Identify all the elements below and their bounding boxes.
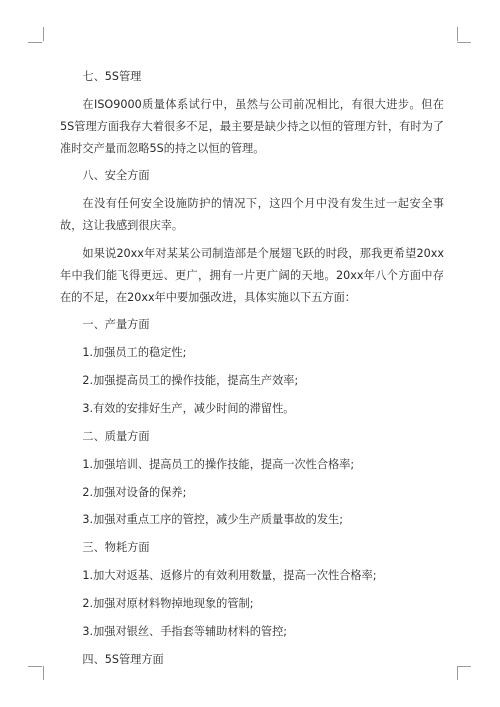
list-item: 1.加大对返基、返修片的有效利用数量，提高一次性合格率;: [82, 569, 377, 583]
document-body: [60, 66, 444, 670]
list-item: 2.加强对原材料物掉地现象的管制;: [82, 596, 254, 610]
paragraph-safety: 在没有任何安全设施防护的情况下，这四个月中没有发生过一起安全事故，这让我感到很庆幸。: [60, 197, 444, 233]
list-item: 3.加强对重点工序的管控，减少生产质量事故的发生;: [82, 513, 343, 527]
list-item: 1.加强员工的稳定性;: [82, 346, 187, 360]
section-heading-safety: 八、安全方面: [82, 169, 150, 183]
paragraph-outlook: 如果说20xx年对某某公司制造部是个展翅飞跃的时段，那我更希望20xx年中我们能飞得更远、更广，拥有一片更广阔的天地。20xx年八个方面中存在的不足，在20xx年中要加强改进，具体实施以下五方面：: [60, 246, 444, 304]
list-item: 3.加强对银丝、手指套等辅助材料的管控;: [82, 624, 288, 638]
list-item: 1.加强培训、提高员工的操作技能，提高一次性合格率;: [82, 457, 355, 471]
list-item: 2.加强对设备的保养;: [82, 485, 187, 499]
section-heading-5s: 七、5S管理: [82, 70, 142, 83]
list-item: 3.有效的安排好生产，减少时间的滞留性。: [82, 401, 295, 415]
list-item: 2.加强提高员工的操作技能，提高生产效率;: [82, 374, 299, 388]
section-heading-output: 一、产量方面: [82, 318, 150, 332]
section-heading-quality: 二、质量方面: [82, 429, 150, 443]
paragraph-5s: 在ISO9000质量体系试行中，虽然与公司前况相比，有很大进步。但在5S管理方面我存大着很多不足，最主要是缺少持之以恒的管理方针，有时为了准时交产量而忽略5S的持之以恒的管理。: [60, 97, 444, 155]
section-heading-5s-plan: 四、5S管理方面: [82, 652, 164, 666]
section-heading-materials: 三、物耗方面: [82, 541, 150, 555]
